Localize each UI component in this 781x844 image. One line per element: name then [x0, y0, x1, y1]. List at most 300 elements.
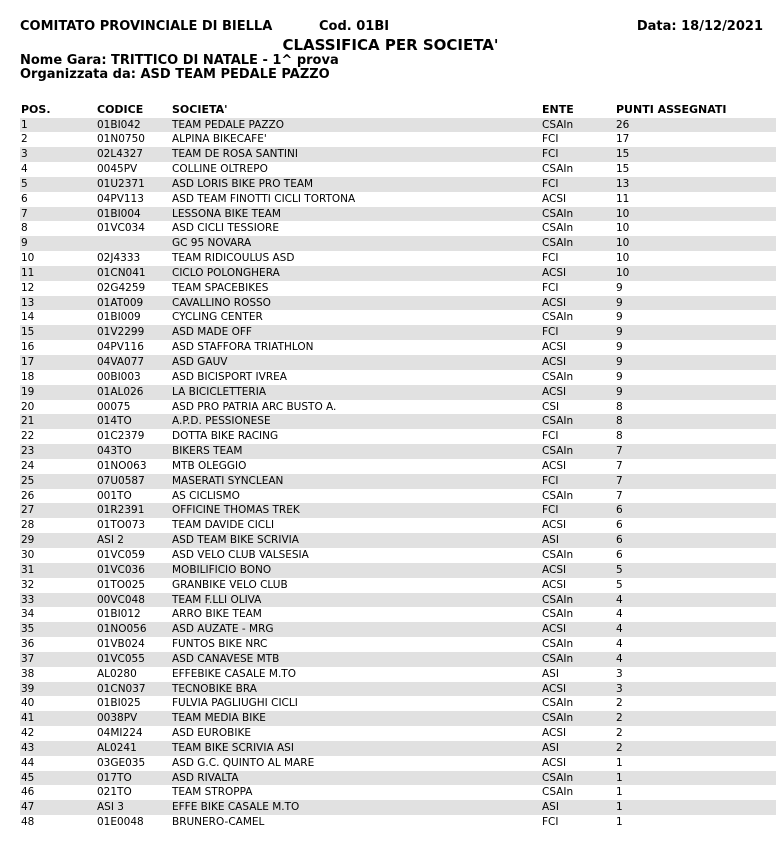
- row-ente: FCI: [542, 504, 559, 517]
- row-pos: 9: [21, 237, 28, 250]
- organizer: Organizzata da: ASD TEAM PEDALE PAZZO: [20, 67, 330, 82]
- row-codice: 0045PV: [97, 163, 138, 176]
- row-ente: CSAIn: [542, 638, 574, 651]
- row-pos: 36: [21, 638, 35, 651]
- row-societa: ASD BICISPORT IVREA: [172, 370, 287, 383]
- row-pos: 47: [21, 801, 35, 814]
- row-codice: AL0280: [97, 667, 137, 680]
- table-row: [20, 207, 776, 222]
- table-row: [20, 192, 776, 207]
- row-pos: 46: [21, 786, 35, 799]
- row-punti: 9: [616, 385, 623, 398]
- row-punti: 1: [616, 771, 623, 784]
- table-row: [20, 607, 776, 622]
- row-ente: ACSI: [542, 519, 567, 532]
- row-pos: 20: [21, 400, 35, 413]
- row-societa: EFFEBIKE CASALE M.TO: [172, 667, 296, 680]
- row-pos: 43: [21, 741, 35, 754]
- row-pos: 23: [21, 445, 35, 458]
- row-codice: 014TO: [97, 415, 132, 428]
- row-codice: 01CN037: [97, 682, 146, 695]
- row-societa: MOBILIFICIO BONO: [172, 563, 272, 576]
- column-header-punti: PUNTI ASSEGNATI: [616, 103, 727, 116]
- row-ente: FCI: [542, 133, 559, 146]
- row-punti: 6: [616, 534, 623, 547]
- row-ente: CSAIn: [542, 786, 574, 799]
- row-punti: 6: [616, 504, 623, 517]
- table-row: [20, 310, 776, 325]
- row-ente: CSAIn: [542, 370, 574, 383]
- row-codice: 01R2391: [97, 504, 145, 517]
- row-punti: 4: [616, 652, 623, 665]
- row-societa: TEAM SPACEBIKES: [172, 281, 269, 294]
- table-row: [20, 637, 776, 652]
- row-ente: CSAIn: [542, 237, 574, 250]
- row-codice: 0038PV: [97, 712, 138, 725]
- row-pos: 41: [21, 712, 35, 725]
- row-punti: 10: [616, 266, 630, 279]
- row-punti: 7: [616, 474, 623, 487]
- row-punti: 3: [616, 682, 623, 695]
- row-pos: 31: [21, 563, 35, 576]
- row-codice: 00075: [97, 400, 131, 413]
- row-ente: FCI: [542, 474, 559, 487]
- row-pos: 24: [21, 459, 35, 472]
- row-ente: CSAIn: [542, 608, 574, 621]
- ranking-table: [20, 118, 776, 831]
- row-pos: 37: [21, 652, 35, 665]
- row-ente: ACSI: [542, 682, 567, 695]
- row-pos: 38: [21, 667, 35, 680]
- row-codice: 01VC055: [97, 652, 145, 665]
- row-pos: 48: [21, 816, 35, 829]
- row-ente: CSAIn: [542, 163, 574, 176]
- table-row: [20, 162, 776, 177]
- row-codice: 01TO025: [97, 578, 146, 591]
- row-societa: MASERATI SYNCLEAN: [172, 474, 284, 487]
- row-punti: 10: [616, 237, 630, 250]
- row-ente: ACSI: [542, 727, 567, 740]
- row-societa: TEAM DE ROSA SANTINI: [172, 148, 298, 161]
- table-row: [20, 578, 776, 593]
- row-codice: 04PV113: [97, 192, 144, 205]
- row-ente: CSAIn: [542, 415, 574, 428]
- row-codice: 01N0750: [97, 133, 145, 146]
- row-punti: 10: [616, 207, 630, 220]
- row-punti: 3: [616, 667, 623, 680]
- row-societa: ASD VELO CLUB VALSESIA: [172, 548, 309, 561]
- row-societa: ASD MADE OFF: [172, 326, 252, 339]
- row-societa: ASD TEAM FINOTTI CICLI TORTONA: [172, 192, 356, 205]
- row-codice: 04PV116: [97, 341, 144, 354]
- table-row: [20, 118, 776, 133]
- row-punti: 9: [616, 326, 623, 339]
- row-codice: 01CN041: [97, 266, 146, 279]
- row-societa: ASD CICLI TESSIORE: [172, 222, 279, 235]
- row-ente: CSAIn: [542, 652, 574, 665]
- row-codice: 01AL026: [97, 385, 144, 398]
- row-ente: CSAIn: [542, 222, 574, 235]
- row-punti: 8: [616, 430, 623, 443]
- row-ente: ACSI: [542, 192, 567, 205]
- row-punti: 4: [616, 593, 623, 606]
- row-punti: 10: [616, 222, 630, 235]
- row-pos: 33: [21, 593, 35, 606]
- table-row: [20, 459, 776, 474]
- row-pos: 42: [21, 727, 35, 740]
- committee-name: COMITATO PROVINCIALE DI BIELLA: [20, 19, 273, 34]
- row-punti: 6: [616, 519, 623, 532]
- row-pos: 10: [21, 252, 35, 265]
- row-ente: FCI: [542, 252, 559, 265]
- row-ente: FCI: [542, 430, 559, 443]
- row-pos: 40: [21, 697, 35, 710]
- row-ente: CSI: [542, 400, 560, 413]
- row-codice: ASI 2: [97, 534, 124, 547]
- column-header-ente: ENTE: [542, 103, 574, 116]
- row-pos: 14: [21, 311, 35, 324]
- row-societa: TEAM RIDICOULUS ASD: [172, 252, 295, 265]
- row-pos: 35: [21, 623, 35, 636]
- row-ente: FCI: [542, 177, 559, 190]
- row-societa: ASD LORIS BIKE PRO TEAM: [172, 177, 314, 190]
- row-ente: CSAIn: [542, 771, 574, 784]
- row-punti: 2: [616, 697, 623, 710]
- row-societa: TEAM STROPPA: [172, 786, 253, 799]
- table-row: [20, 682, 776, 697]
- table-row: [20, 563, 776, 578]
- row-punti: 5: [616, 563, 623, 576]
- row-societa: TEAM MEDIA BIKE: [172, 712, 266, 725]
- row-punti: 15: [616, 148, 630, 161]
- row-pos: 25: [21, 474, 35, 487]
- column-header-codice: CODICE: [97, 103, 144, 116]
- row-ente: CSAIn: [542, 712, 574, 725]
- row-ente: ACSI: [542, 756, 567, 769]
- row-ente: CSAIn: [542, 445, 574, 458]
- row-societa: TEAM PEDALE PAZZO: [172, 118, 284, 131]
- row-ente: ASI: [542, 534, 559, 547]
- row-punti: 9: [616, 370, 623, 383]
- row-societa: LA BICICLETTERIA: [172, 385, 267, 398]
- row-societa: ASD G.C. QUINTO AL MARE: [172, 756, 315, 769]
- row-codice: 01BI009: [97, 311, 141, 324]
- row-punti: 13: [616, 177, 630, 190]
- table-row: [20, 593, 776, 608]
- row-pos: 44: [21, 756, 35, 769]
- report-date: Data: 18/12/2021: [636, 19, 763, 34]
- row-societa: BRUNERO-CAMEL: [172, 816, 265, 829]
- row-codice: 01BI004: [97, 207, 141, 220]
- table-row: [20, 815, 776, 830]
- table-row: [20, 800, 776, 815]
- row-pos: 29: [21, 534, 35, 547]
- row-punti: 10: [616, 252, 630, 265]
- row-pos: 7: [21, 207, 28, 220]
- table-row: [20, 266, 776, 281]
- row-pos: 13: [21, 296, 35, 309]
- table-row: [20, 444, 776, 459]
- row-codice: 01NO063: [97, 459, 147, 472]
- row-codice: 01V2299: [97, 326, 145, 339]
- row-codice: 01C2379: [97, 430, 145, 443]
- row-punti: 2: [616, 712, 623, 725]
- row-punti: 7: [616, 489, 623, 502]
- row-pos: 8: [21, 222, 28, 235]
- row-codice: 02L4327: [97, 148, 143, 161]
- table-row: [20, 281, 776, 296]
- row-punti: 2: [616, 727, 623, 740]
- row-ente: CSAIn: [542, 548, 574, 561]
- row-ente: ACSI: [542, 459, 567, 472]
- row-codice: 01TO073: [97, 519, 146, 532]
- row-societa: MTB OLEGGIO: [172, 459, 247, 472]
- row-pos: 45: [21, 771, 35, 784]
- row-societa: TECNOBIKE BRA: [172, 682, 257, 695]
- row-punti: 4: [616, 623, 623, 636]
- table-row: [20, 400, 776, 415]
- row-punti: 1: [616, 816, 623, 829]
- row-codice: 01U2371: [97, 177, 145, 190]
- row-punti: 9: [616, 311, 623, 324]
- table-row: [20, 221, 776, 236]
- row-pos: 32: [21, 578, 35, 591]
- row-pos: 3: [21, 148, 28, 161]
- row-societa: FUNTOS BIKE NRC: [172, 638, 268, 651]
- table-row: [20, 340, 776, 355]
- column-header-pos: POS.: [21, 103, 51, 116]
- row-pos: 11: [21, 266, 35, 279]
- table-row: [20, 177, 776, 192]
- table-row: [20, 251, 776, 266]
- table-header: [20, 103, 776, 117]
- table-row: [20, 385, 776, 400]
- row-pos: 39: [21, 682, 35, 695]
- row-societa: BIKERS TEAM: [172, 445, 243, 458]
- row-codice: 017TO: [97, 771, 132, 784]
- row-ente: CSAIn: [542, 697, 574, 710]
- row-ente: CSAIn: [542, 593, 574, 606]
- table-row: [20, 696, 776, 711]
- row-societa: ARRO BIKE TEAM: [172, 608, 262, 621]
- row-ente: ACSI: [542, 341, 567, 354]
- table-row: [20, 489, 776, 504]
- row-codice: 001TO: [97, 489, 132, 502]
- row-punti: 4: [616, 638, 623, 651]
- row-punti: 8: [616, 415, 623, 428]
- table-row: [20, 518, 776, 533]
- row-codice: 00VC048: [97, 593, 145, 606]
- table-row: [20, 429, 776, 444]
- row-codice: 01NO056: [97, 623, 147, 636]
- row-ente: ASI: [542, 741, 559, 754]
- row-pos: 15: [21, 326, 35, 339]
- row-ente: ACSI: [542, 266, 567, 279]
- row-pos: 12: [21, 281, 35, 294]
- row-ente: FCI: [542, 326, 559, 339]
- table-row: [20, 622, 776, 637]
- row-ente: ACSI: [542, 578, 567, 591]
- row-societa: TEAM DAVIDE CICLI: [172, 519, 275, 532]
- row-punti: 26: [616, 118, 630, 131]
- table-row: [20, 771, 776, 786]
- row-societa: AS CICLISMO: [172, 489, 240, 502]
- table-row: [20, 503, 776, 518]
- table-row: [20, 548, 776, 563]
- row-codice: 02J4333: [97, 252, 141, 265]
- row-punti: 9: [616, 296, 623, 309]
- row-codice: 02G4259: [97, 281, 146, 294]
- row-societa: CYCLING CENTER: [172, 311, 263, 324]
- row-societa: TEAM F.LLI OLIVA: [172, 593, 262, 606]
- row-codice: 04VA077: [97, 356, 145, 368]
- row-ente: FCI: [542, 816, 559, 829]
- row-punti: 6: [616, 548, 623, 561]
- table-row: [20, 147, 776, 162]
- table-row: [20, 296, 776, 311]
- row-codice: 021TO: [97, 786, 132, 799]
- row-societa: ASD RIVALTA: [172, 771, 239, 784]
- row-ente: ASI: [542, 801, 559, 814]
- row-pos: 21: [21, 415, 35, 428]
- row-punti: 7: [616, 459, 623, 472]
- row-societa: COLLINE OLTREPO: [172, 163, 268, 176]
- row-pos: 27: [21, 504, 35, 517]
- row-codice: 01BI042: [97, 118, 141, 131]
- row-punti: 1: [616, 801, 623, 814]
- row-punti: 5: [616, 578, 623, 591]
- row-ente: ASI: [542, 667, 559, 680]
- row-codice: 07U0587: [97, 474, 145, 487]
- row-punti: 15: [616, 163, 630, 176]
- row-ente: ACSI: [542, 623, 567, 636]
- row-codice: 01VC059: [97, 548, 145, 561]
- committee-code: Cod. 01BI: [319, 19, 390, 34]
- row-ente: ACSI: [542, 356, 567, 368]
- row-societa: DOTTA BIKE RACING: [172, 430, 279, 443]
- row-codice: 01VC036: [97, 563, 145, 576]
- table-row: [20, 325, 776, 340]
- row-societa: CAVALLINO ROSSO: [172, 296, 271, 309]
- row-pos: 1: [21, 118, 28, 131]
- row-codice: 04MI224: [97, 727, 143, 740]
- row-pos: 22: [21, 430, 35, 443]
- table-row: [20, 785, 776, 800]
- row-punti: 7: [616, 445, 623, 458]
- column-header-societa: SOCIETA': [172, 103, 228, 116]
- row-ente: ACSI: [542, 296, 567, 309]
- table-row: [20, 652, 776, 667]
- row-pos: 17: [21, 356, 35, 368]
- row-codice: 03GE035: [97, 756, 146, 769]
- table-row: [20, 236, 776, 251]
- row-societa: GRANBIKE VELO CLUB: [172, 578, 288, 591]
- row-pos: 26: [21, 489, 35, 502]
- row-societa: GC 95 NOVARA: [172, 237, 252, 250]
- row-punti: 9: [616, 356, 623, 368]
- row-pos: 18: [21, 370, 35, 383]
- row-societa: ASD PRO PATRIA ARC BUSTO A.: [172, 400, 337, 413]
- row-pos: 16: [21, 341, 35, 354]
- table-row: [20, 474, 776, 489]
- row-ente: ACSI: [542, 563, 567, 576]
- row-punti: 9: [616, 281, 623, 294]
- row-societa: CICLO POLONGHERA: [172, 266, 280, 279]
- row-punti: 17: [616, 133, 630, 146]
- row-societa: ALPINA BIKECAFE': [172, 133, 267, 146]
- table-row: [20, 741, 776, 756]
- row-punti: 2: [616, 741, 623, 754]
- row-ente: ACSI: [542, 385, 567, 398]
- row-codice: ASI 3: [97, 801, 124, 814]
- row-ente: FCI: [542, 148, 559, 161]
- row-ente: CSAIn: [542, 207, 574, 220]
- row-punti: 4: [616, 608, 623, 621]
- race-name: Nome Gara: TRITTICO DI NATALE - 1^ prova: [20, 53, 339, 68]
- row-codice: 01AT009: [97, 296, 144, 309]
- row-codice: 00BI003: [97, 370, 141, 383]
- row-pos: 4: [21, 163, 28, 176]
- table-row: [20, 370, 776, 385]
- table-row: [20, 533, 776, 548]
- row-societa: ASD STAFFORA TRIATHLON: [172, 341, 314, 354]
- row-pos: 30: [21, 548, 35, 561]
- row-ente: FCI: [542, 281, 559, 294]
- row-codice: 01BI025: [97, 697, 141, 710]
- row-codice: AL0241: [97, 741, 137, 754]
- row-punti: 1: [616, 786, 623, 799]
- row-codice: 01VB024: [97, 638, 145, 651]
- row-ente: CSAIn: [542, 118, 574, 131]
- row-societa: A.P.D. PESSIONESE: [172, 415, 271, 428]
- row-societa: LESSONA BIKE TEAM: [172, 207, 281, 220]
- row-codice: 01BI012: [97, 608, 141, 621]
- table-row: [20, 726, 776, 741]
- row-ente: CSAIn: [542, 311, 574, 324]
- table-row: [20, 756, 776, 771]
- row-pos: 6: [21, 192, 28, 205]
- row-codice: 01E0048: [97, 816, 144, 829]
- row-societa: ASD TEAM BIKE SCRIVIA: [172, 534, 299, 547]
- table-row: [20, 667, 776, 682]
- row-pos: 19: [21, 385, 35, 398]
- row-punti: 8: [616, 400, 623, 413]
- table-row: [20, 132, 776, 147]
- row-punti: 9: [616, 341, 623, 354]
- row-punti: 1: [616, 756, 623, 769]
- table-row: [20, 711, 776, 726]
- row-pos: 34: [21, 608, 35, 621]
- row-societa: FULVIA PAGLIUGHI CICLI: [172, 697, 298, 710]
- table-row: [20, 355, 776, 370]
- row-societa: OFFICINE THOMAS TREK: [172, 504, 300, 517]
- page-title: CLASSIFICA PER SOCIETA': [282, 36, 499, 54]
- row-pos: 5: [21, 177, 28, 190]
- row-pos: 28: [21, 519, 35, 532]
- row-codice: 043TO: [97, 445, 132, 458]
- table-row: [20, 414, 776, 429]
- row-societa: EFFE BIKE CASALE M.TO: [172, 801, 300, 814]
- row-ente: CSAIn: [542, 489, 574, 502]
- row-societa: TEAM BIKE SCRIVIA ASI: [172, 741, 294, 754]
- row-societa: ASD GAUV: [172, 356, 228, 368]
- row-societa: ASD AUZATE - MRG: [172, 623, 274, 636]
- row-pos: 2: [21, 133, 28, 146]
- row-societa: ASD CANAVESE MTB: [172, 652, 280, 665]
- row-codice: 01VC034: [97, 222, 145, 235]
- row-societa: ASD EUROBIKE: [172, 727, 251, 740]
- row-punti: 11: [616, 192, 630, 205]
